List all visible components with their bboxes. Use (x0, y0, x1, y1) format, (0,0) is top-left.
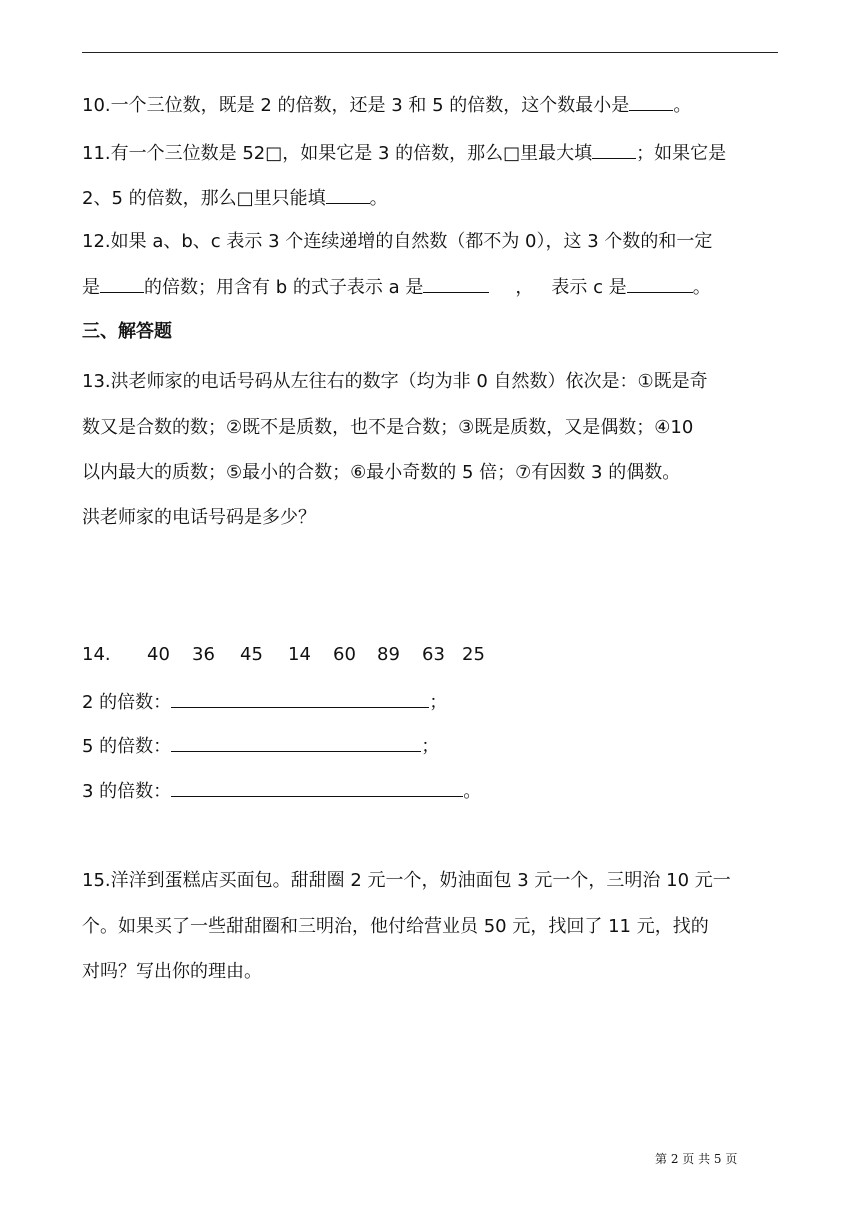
number-item: 36 (192, 644, 215, 665)
question-15-line-2: 个。如果买了一些甜甜圈和三明治，他付给营业员 50 元，找回了 11 元，找的 (82, 916, 709, 937)
question-15-line-3: 对吗？写出你的理由。 (82, 961, 262, 982)
question-12-comma: ， (515, 277, 534, 298)
question-12-text-b: 的倍数；用含有 b 的式子表示 a 是 (144, 277, 424, 298)
row-end: ； (421, 736, 440, 757)
number-item: 40 (147, 644, 170, 665)
row-label: 2 的倍数： (82, 692, 172, 713)
answer-blank[interactable] (171, 689, 429, 708)
question-12-end: 。 (692, 277, 711, 298)
number-item: 89 (377, 644, 400, 665)
answer-blank[interactable] (627, 274, 693, 293)
question-12-text: 12.如果 a、b、c 表示 3 个连续递增的自然数（都不为 0），这 3 个数的和一定 (82, 231, 713, 252)
question-13-line-4: 洪老师家的电话号码是多少？ (82, 507, 316, 528)
question-14-row-2 (82, 733, 439, 759)
question-14-label: 14. (82, 644, 111, 665)
question-10 (82, 92, 691, 118)
question-11-end: 。 (369, 188, 388, 209)
number-item: 14 (288, 644, 311, 665)
page-footer: 第 2 页 共 5 页 (655, 1152, 738, 1166)
header-rule (82, 52, 778, 53)
question-14-row-3 (82, 778, 481, 804)
answer-blank[interactable] (629, 92, 673, 111)
answer-blank[interactable] (592, 140, 636, 159)
question-14-row-1 (82, 689, 447, 715)
section-heading: 三、解答题 (82, 321, 172, 342)
number-item: 45 (240, 644, 263, 665)
question-11-text-b: ；如果它是 (636, 143, 727, 164)
question-12-text-a: 是 (82, 277, 100, 298)
question-12-line-2 (82, 274, 711, 300)
question-11-line-1 (82, 140, 726, 166)
number-item: 63 (422, 644, 445, 665)
row-label: 3 的倍数： (82, 781, 172, 802)
question-10-end: 。 (673, 95, 692, 116)
row-end: 。 (463, 781, 482, 802)
answer-blank[interactable] (423, 274, 489, 293)
question-15-line-1: 15.洋洋到蛋糕店买面包。甜甜圈 2 元一个，奶油面包 3 元一个，三明治 10 元一 (82, 870, 731, 891)
answer-blank[interactable] (100, 274, 144, 293)
question-11-text: 11.有一个三位数是 52□，如果它是 3 的倍数，那么□里最大填 (82, 143, 593, 164)
question-13-line-3: 以内最大的质数；⑤最小的合数；⑥最小奇数的 5 倍；⑦有因数 3 的偶数。 (82, 462, 681, 483)
answer-blank[interactable] (171, 733, 421, 752)
row-end: ； (429, 692, 448, 713)
number-item: 25 (462, 644, 485, 665)
question-14-numbers (82, 643, 485, 667)
question-11-text-c: 2、5 的倍数，那么□里只能填 (82, 188, 326, 209)
row-label: 5 的倍数： (82, 736, 172, 757)
question-10-text: 10.一个三位数，既是 2 的倍数，还是 3 和 5 的倍数，这个数最小是 (82, 95, 630, 116)
answer-blank[interactable] (326, 185, 370, 204)
question-11-line-2 (82, 185, 388, 211)
answer-blank[interactable] (171, 778, 463, 797)
question-12-line-1 (82, 230, 712, 254)
number-item: 60 (333, 644, 356, 665)
question-12-text-d: 表示 c 是 (551, 277, 627, 298)
question-13-line-2: 数又是合数的数；②既不是质数，也不是合数；③既是质数，又是偶数；④10 (82, 417, 694, 438)
question-13-line-1: 13.洪老师家的电话号码从左往右的数字（均为非 0 自然数）依次是：①既是奇 (82, 371, 708, 392)
